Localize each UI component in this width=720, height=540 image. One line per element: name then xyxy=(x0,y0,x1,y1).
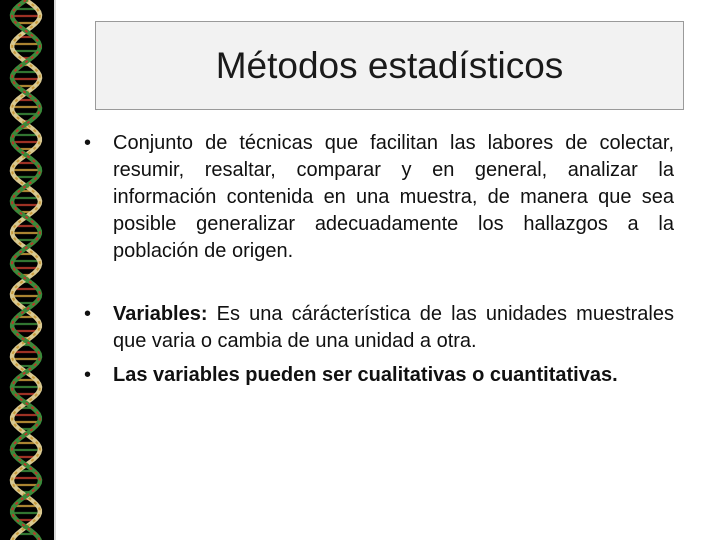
bullet-text: Las variables pueden ser cualitativas o cuantitativas. xyxy=(113,364,618,386)
slide-title: Métodos estadísticos xyxy=(215,44,564,86)
bullet-item-2 xyxy=(84,301,674,355)
bullet-text: Es una cárácterística de las unidades muestrales que varia o cambia de una unidad a otra. xyxy=(113,303,674,352)
bullet-item-3 xyxy=(84,362,674,389)
dna-helix-graphic xyxy=(0,0,54,540)
bullet-item-1 xyxy=(84,130,674,265)
title-box xyxy=(95,21,684,110)
dna-helix-decoration xyxy=(0,0,54,540)
bullet-text: Conjunto de técnicas que facilitan las labores de colectar, resumir, resaltar, comparar y en general, analizar la información contenida en una muestra, de manera que sea posible generalizar adecuadamente los hallazgos a la población de origen. xyxy=(113,132,674,262)
bullet-marker: • xyxy=(84,364,92,386)
bullet-marker: • xyxy=(84,303,92,325)
bullet-label: Variables: xyxy=(113,303,208,325)
bullet-list xyxy=(84,130,674,389)
bullet-marker: • xyxy=(84,132,92,154)
decoration-divider xyxy=(54,0,56,540)
